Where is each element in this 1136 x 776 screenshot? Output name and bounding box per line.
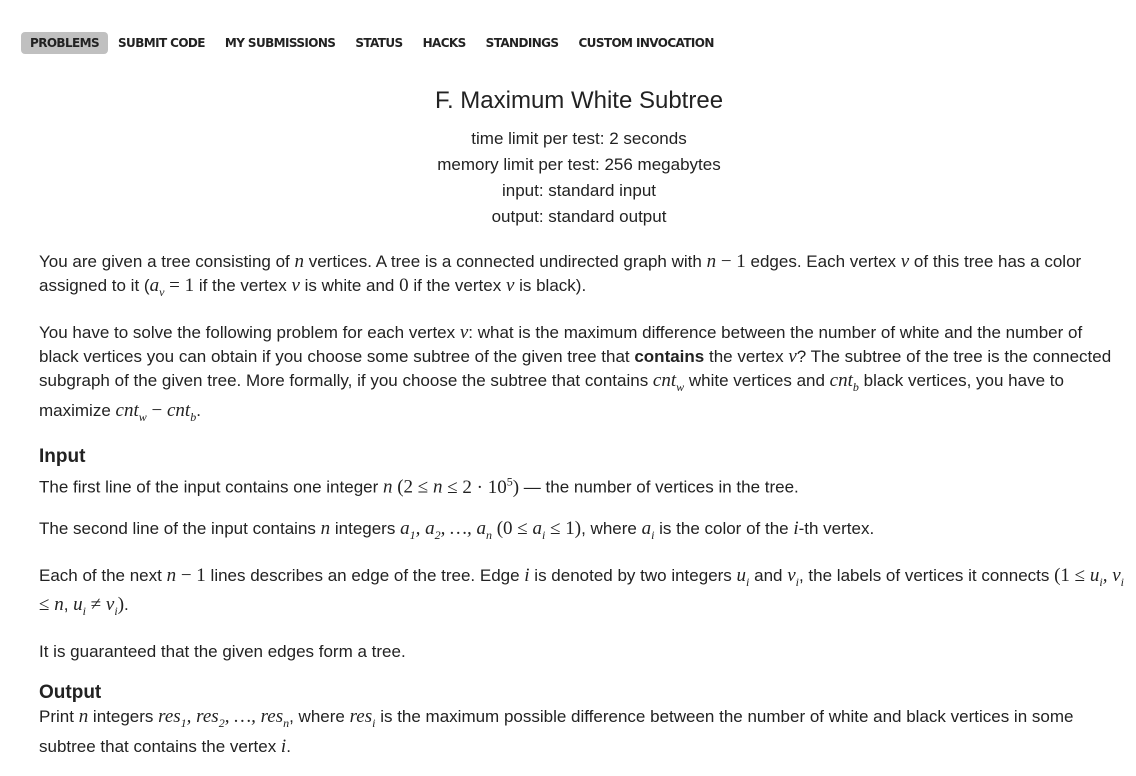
memory-limit: memory limit per test: 256 megabytes [437, 155, 721, 174]
input-paragraph-1: The first line of the input contains one integer n $(2 \le n \le 2 \cdot 10^5)$ — the number of vertices in the tree. [39, 474, 799, 498]
nav-status[interactable]: STATUS [355, 36, 403, 50]
problem-limits [0, 126, 1136, 230]
nav-problems[interactable]: PROBLEMS [21, 32, 108, 54]
input-paragraph-4: It is guaranteed that the given edges form a tree. [39, 642, 406, 662]
nav-custom-invocation[interactable]: CUSTOM INVOCATION [578, 36, 714, 50]
problem-title: F. Maximum White Subtree [434, 87, 724, 114]
problem-nav [21, 31, 724, 55]
output-heading: Output [39, 682, 102, 704]
bold-contains: contains [634, 346, 705, 366]
input-spec: input: standard input [501, 181, 657, 200]
input-paragraph-3: Each of the next n − 1 lines describes an edge of the tree. Edge i is denoted by two integers $u_i$ and $v_i$, the labels of vertices it connects ($1 \le u_i$, $v_i \le n$, $u_i \ne v_i$). [39, 564, 1124, 619]
input-paragraph-2: The second line of the input contains n integers $a_1$, $a_2$, …, $a_n$ $(0 \le a_i \le 1)$, where $a_i$ is the color of the i-th vertex. [39, 517, 875, 542]
nav-submit-code[interactable]: SUBMIT CODE [118, 36, 205, 50]
problem-header [0, 86, 1136, 230]
legend-paragraph-1: You are given a tree consisting of n vertices. A tree is a connected undirected graph with n − 1 edges. Each vertex v of this tree has a color assigned to it ($a_v = 1$ if the vertex v is white and 0 if the vertex v is black). [39, 251, 1082, 299]
output-spec: output: standard output [491, 207, 667, 226]
output-paragraph-1: Print n integers res$_1$, res$_2$, …, res$_n$, where res$_i$ is the maximum possible difference between the number of white and black vertices in some subtree that contains the vertex i. [39, 706, 1074, 757]
nav-standings[interactable]: STANDINGS [485, 36, 559, 50]
time-limit: time limit per test: 2 seconds [471, 129, 687, 148]
input-heading: Input [39, 446, 86, 468]
nav-my-submissions[interactable]: MY SUBMISSIONS [224, 36, 336, 50]
problem-statement [39, 250, 1124, 776]
legend-paragraph-2: You have to solve the following problem for each vertex v: what is the maximum difference between the number of white and the number of black vertices you can obtain if you choose some subtree of the given tree that contains the vertex v? The subtree of the tree is the connected subgraph of the given tree. More formally, if you choose the subtree that contains cnt$_w$ white vertices and cnt$_b$ black vertices, you have to maximize cnt$_w$ − cnt$_b$. [39, 321, 1112, 424]
nav-hacks[interactable]: HACKS [422, 36, 466, 50]
